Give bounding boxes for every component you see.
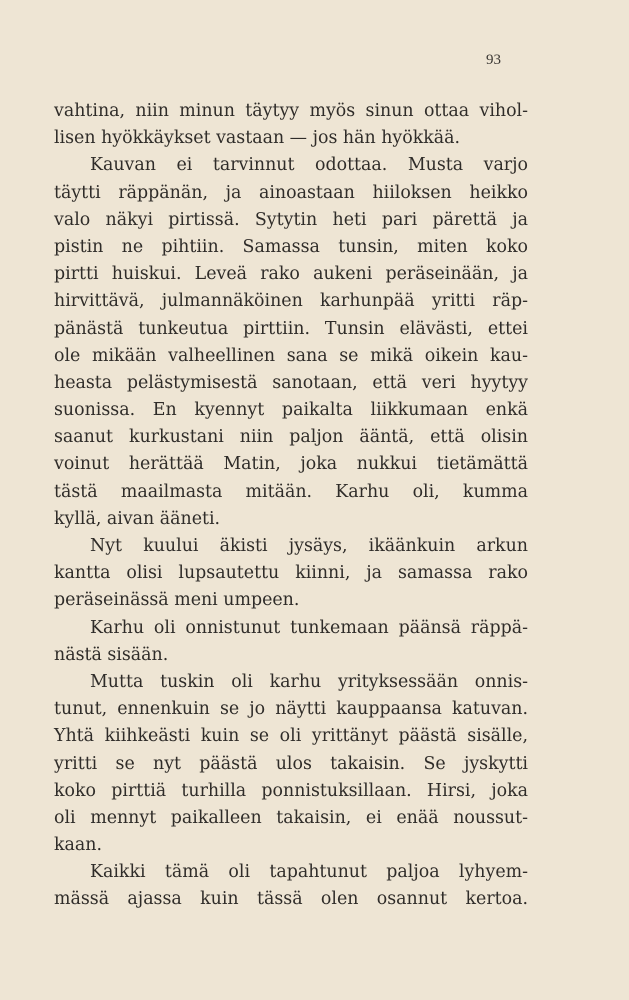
text-line: mässä ajassa kuin tässä olen osannut kertoa. [54, 889, 528, 910]
text-line: valo näkyi pirtissä. Sytytin heti pari pärettä ja [54, 209, 528, 230]
text-line: suonissa. En kyennyt paikalta liikkumaan enkä [54, 400, 528, 421]
text-line: täytti räppänän, ja ainoastaan hiiloksen heikko [54, 182, 528, 203]
text-line: oli mennyt paikalleen takaisin, ei enää noussut- [54, 807, 528, 828]
text-line: pistin ne pihtiin. Samassa tunsin, miten koko [54, 236, 528, 257]
text-line: voinut herättää Matin, joka nukkui tietämättä [54, 454, 528, 475]
body-text [54, 98, 528, 914]
text-line: pirtti huiskui. Leveä rako aukeni peräseinään, ja [54, 264, 528, 285]
text-line: vahtina, niin minun täytyy myös sinun ottaa vihol- [54, 101, 528, 121]
text-line: Kauvan ei tarvinnut odottaa. Musta varjo [90, 155, 528, 176]
text-line: Kaikki tämä oli tapahtunut paljoa lyhyem- [90, 862, 528, 883]
text-line: nästä sisään. [54, 644, 169, 665]
text-line: koko pirttiä turhilla ponnistuksillaan. Hirsi, joka [54, 780, 528, 801]
text-line: saanut kurkustani niin paljon ääntä, että olisin [54, 427, 528, 448]
text-line: peräseinässä meni umpeen. [54, 590, 300, 611]
text-line: Karhu oli onnistunut tunkemaan päänsä räppä- [90, 617, 528, 638]
text-line: kaan. [54, 835, 103, 856]
text-line: ole mikään valheellinen sana se mikä oikein kau- [54, 345, 528, 366]
text-line: Yhtä kiihkeästi kuin se oli yrittänyt päästä sisälle, [54, 726, 528, 747]
text-line: lisen hyökkäykset vastaan — jos hän hyökkää. [54, 128, 461, 149]
text-line: Nyt kuului äkisti jysäys, ikäänkuin arkun [90, 536, 528, 556]
page-number: 93 [486, 52, 501, 68]
text-line: tästä maailmasta mitään. Karhu oli, kumma [54, 481, 528, 502]
text-line: Mutta tuskin oli karhu yrityksessään onnis- [90, 671, 528, 692]
text-line: yritti se nyt päästä ulos takaisin. Se jyskytti [54, 753, 528, 774]
text-line: pänästä tunkeutua pirttiin. Tunsin elävästi, ettei [54, 318, 528, 339]
text-line: kantta olisi lupsautettu kiinni, ja samassa rako [54, 563, 528, 584]
text-line: kyllä, aivan ääneti. [54, 508, 221, 529]
text-line: hirvittävä, julmannäköinen karhunpää yritti räp- [54, 291, 528, 312]
text-line: heasta pelästymisestä sanotaan, että veri hyytyy [54, 372, 528, 393]
text-line: tunut, ennenkuin se jo näytti kauppaansa katuvan. [54, 699, 528, 720]
